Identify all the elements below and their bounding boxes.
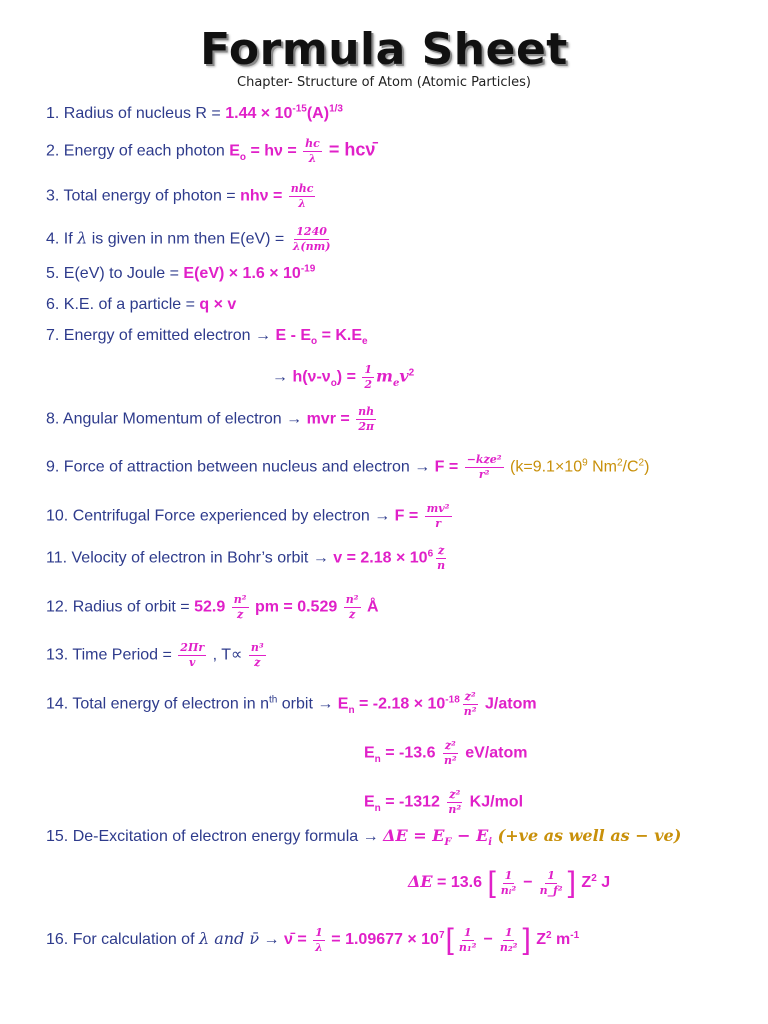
- formula-7-emitted-electron-energy: 7. Energy of emitted electron → $E - E_o = K.E_e$: [46, 327, 368, 348]
- formula-15-de-excitation: 15. De-Excitation of electron energy formula → $\Delta E = E_F - E_i$ (+ve as well as − ve): [46, 826, 682, 849]
- formula-14-total-energy-j: 14. Total energy of electron in $n^{th}$ orbit → $E_n = -2.18 \times 10^{-18}$ $\frac{\text{z²}}{\text{n²}}$ J/atom: [46, 690, 537, 718]
- formula-label: 12. Radius of orbit: [46, 598, 181, 616]
- formula-label: 10. Centrifugal Force experienced by electron: [46, 507, 375, 525]
- formula-12-orbit-radius: 12. Radius of orbit = 52.9 $\frac{\text{n²}}{z}$ pm = 0.529 $\frac{\text{n²}}{z}$ Å: [46, 593, 379, 621]
- formula-label: 8. Angular Momentum of electron: [46, 410, 287, 428]
- fraction: $\frac{\text{nhc}}{\lambda}$: [290, 182, 314, 210]
- formula-7-continuation: → $h(\nu-\nu_o)$ = $\frac{1}{2}$ $m_ev^2$: [272, 363, 415, 391]
- formula-16-wavenumber: 16. For calculation of λ and ν̄ → ν̄ = $\frac{1}{\lambda}$ = $1.09677 \times 10^7$ [ $\frac{1}{\text{n₁²}}$ − $\frac{1}{\text{n₂²}}$ ] $Z^2$ $m^{-1}$: [46, 923, 580, 956]
- formula-14-total-energy-kj: $E_n = -1312$ $\frac{\text{z²}}{\text{n²}}$ KJ/mol: [364, 788, 524, 816]
- formula-5-ev-to-joule: 5. E(eV) to Joule = $E(eV) \times 1.6 \times 10^{-19}$: [46, 263, 316, 282]
- formula-2-photon-energy: 2. Energy of each photon $E_o = h\nu$ = $\frac{hc}{\lambda}$ = hcν̄: [46, 137, 376, 165]
- formula-10-centrifugal-force: 10. Centrifugal Force experienced by electron → F = $\frac{\text{mv²}}{r}$: [46, 502, 450, 530]
- formula-expression: 1.44 × 10: [225, 105, 293, 122]
- formula-13-time-period: 13. Time Period = $\frac{2\Pi r}{v}$ , T∝ $\frac{\text{n³}}{z}$: [46, 641, 264, 669]
- fraction: $\frac{\text{mv²}}{r}$: [426, 502, 450, 530]
- formula-label: 2. Energy of each photon: [46, 142, 230, 160]
- fraction: $\frac{\text{z²}}{\text{n²}}$: [443, 739, 457, 767]
- formula-15-rydberg-energy: ΔE = 13.6 [ $\frac{1}{\text{nᵢ²}}$ − $\frac{1}{\text{n\_f²}}$ ] $Z^2$ J: [408, 866, 611, 899]
- sign-note: (+ve as well as − ve): [492, 826, 682, 845]
- fraction: $\frac{\text{z²}}{\text{n²}}$: [448, 788, 462, 816]
- formula-14-total-energy-ev: $E_n = -13.6$ $\frac{\text{z²}}{\text{n²}}$ eV/atom: [364, 739, 528, 767]
- formula-label: 13. Time Period: [46, 646, 163, 664]
- formula-label: 3. Total energy of photon: [46, 187, 227, 205]
- fraction: $\frac{1240}{\lambda(nm)}$: [292, 225, 331, 253]
- formula-3-total-photon-energy: 3. Total energy of photon = nhν = $\frac{\text{nhc}}{\lambda}$: [46, 182, 314, 210]
- formula-label: 5. E(eV) to Joule: [46, 265, 170, 282]
- constant-note: (k=9.1×10: [505, 458, 583, 476]
- formula-label: 1. Radius of nucleus R: [46, 105, 207, 122]
- fraction: $\frac{2\Pi r}{v}$: [180, 641, 205, 669]
- formula-1-radius-of-nucleus: 1. Radius of nucleus $R = 1.44 \times 10^{-15}(A)^{1/3}$: [46, 103, 343, 122]
- fraction: $\frac{nh}{2\pi}$: [358, 405, 375, 433]
- bracket-expression: [ $\frac{1}{\text{nᵢ²}}$ − $\frac{1}{\text{n\_f²}}$ ]: [487, 866, 576, 899]
- formula-label: 7. Energy of emitted electron: [46, 327, 255, 344]
- formula-label: 9. Force of attraction between nucleus and electron: [46, 458, 415, 476]
- fraction: $\frac{\text{n³}}{z}$: [250, 641, 264, 669]
- formula-9-force-of-attraction: 9. Force of attraction between nucleus and electron → F = $\frac{\text{−kze²}}{\text{r²}}$ ($k=9.1\times 10^9$ $Nm^2/C^2$): [46, 453, 650, 481]
- formula-label: 6. K.E. of a particle: [46, 296, 186, 313]
- fraction: $\frac{\text{n²}}{z}$: [233, 593, 247, 621]
- lambda-symbol: λ: [77, 228, 88, 248]
- formula-4-energy-ev: 4. If λ is given in nm then E(eV) = $\frac{1240}{\lambda(nm)}$: [46, 225, 331, 253]
- fraction: $\frac{\text{n²}}{z}$: [345, 593, 359, 621]
- formula-6-kinetic-energy: 6. K.E. of a particle = q × v: [46, 296, 237, 313]
- bracket-expression: [ $\frac{1}{\text{n₁²}}$ − $\frac{1}{\text{n₂²}}$ ]: [445, 923, 531, 956]
- fraction: $\frac{1}{\lambda}$: [315, 925, 323, 954]
- formula-11-bohr-velocity: 11. Velocity of electron in Bohr’s orbit → $v = 2.18 \times 10^6$ $\frac{z}{n}$: [46, 544, 446, 572]
- page-subtitle: Chapter- Structure of Atom (Atomic Particles): [237, 75, 531, 90]
- formula-8-angular-momentum: 8. Angular Momentum of electron → mvr = $\frac{nh}{2\pi}$: [46, 405, 375, 433]
- page-title: Formula Sheet: [200, 24, 568, 75]
- fraction: $\frac{1}{2}$: [364, 363, 373, 391]
- formula-label: 11. Velocity of electron in Bohr’s orbit: [46, 549, 313, 567]
- fraction: $\frac{\text{−kze²}}{\text{r²}}$: [466, 453, 502, 481]
- fraction: $\frac{hc}{\lambda}$: [305, 137, 320, 165]
- formula-label: 15. De-Excitation of electron energy formula: [46, 828, 363, 845]
- fraction: $\frac{z}{n}$: [437, 544, 446, 572]
- fraction: $\frac{\text{z²}}{\text{n²}}$: [463, 690, 477, 718]
